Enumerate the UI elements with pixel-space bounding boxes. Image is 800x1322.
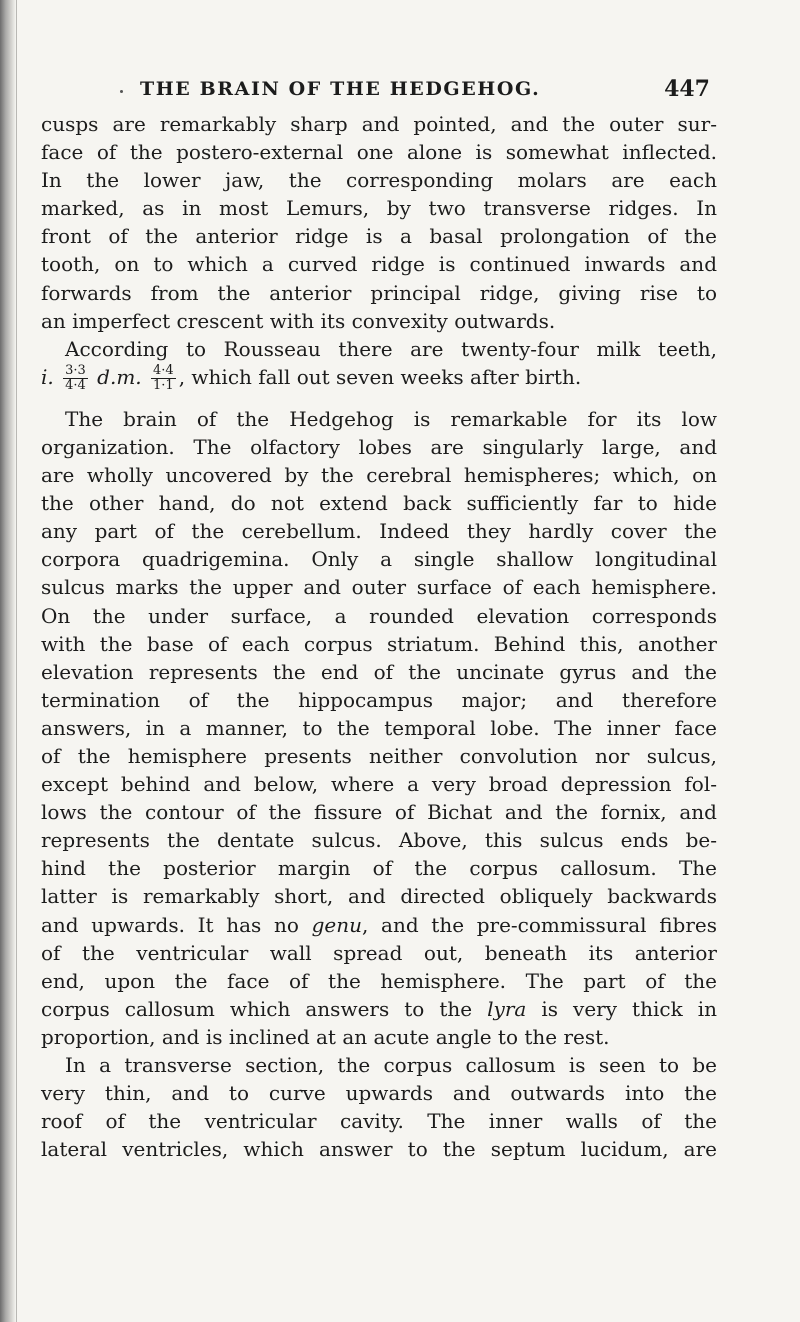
text-line: end, upon the face of the hemisphere. The part of the — [41, 968, 717, 993]
page-binding-edge — [0, 0, 16, 1322]
text-line: In the lower jaw, the corresponding molars are each — [41, 168, 717, 193]
text-line: On the under surface, a rounded elevation corresponds — [41, 603, 717, 628]
text-line: very thin, and to curve upwards and outwards into the — [41, 1081, 717, 1106]
formula-suffix: , which fall out seven weeks after birth. — [178, 364, 582, 389]
paragraph-transverse-section — [41, 1051, 717, 1163]
italic-term-lyra: lyra — [487, 996, 527, 1021]
text-line: elevation represents the end of the uncinate gyrus and the — [41, 659, 717, 684]
text-line: marked, as in most Lemurs, by two transverse ridges. In — [41, 196, 717, 221]
incisor-fraction — [63, 364, 88, 393]
text-line: with the base of each corpus striatum. Behind this, another — [41, 631, 717, 656]
fraction-denominator: 4·4 — [65, 377, 86, 393]
text-line: except behind and below, where a very broad depression fol- — [41, 772, 717, 797]
text-segment: , and the pre-commissural fibres — [362, 912, 718, 937]
italic-term-genu: genu — [311, 912, 362, 937]
text-line: an imperfect crescent with its convexity outwards. — [41, 308, 556, 333]
formula-dm-label: d.m. — [97, 364, 142, 389]
text-line: In a transverse section, the corpus callosum is seen to be — [65, 1053, 717, 1077]
text-line: of the ventricular wall spread out, beneath its anterior — [41, 940, 717, 965]
text-segment: is very thick in — [526, 996, 717, 1021]
text-line: The brain of the Hedgehog is remarkable for its low — [65, 406, 717, 431]
text-line: tooth, on to which a curved ridge is continued inwards and — [41, 252, 717, 277]
text-line: According to Rousseau there are twenty-four milk teeth, — [65, 336, 717, 361]
text-line: sulcus marks the upper and outer surface of each hemisphere. — [41, 575, 717, 600]
paragraph-molars — [41, 110, 717, 335]
text-line: lateral ventricles, which answer to the septum lucidum, are — [41, 1137, 717, 1162]
formula-prefix: i. — [41, 364, 54, 389]
fraction-numerator: 3·3 — [65, 362, 86, 378]
header-dot — [120, 90, 123, 93]
text-line: front of the anterior ridge is a basal prolongation of the — [41, 224, 717, 249]
text-line: forwards from the anterior principal ridge, giving rise to — [41, 280, 717, 305]
text-line: of the hemisphere presents neither convolution nor sulcus, — [41, 743, 717, 768]
paragraph-brain — [41, 405, 717, 1051]
text-line: any part of the cerebellum. Indeed they hardly cover the — [41, 519, 717, 544]
text-line: proportion, and is inclined at an acute angle to the rest. — [41, 1024, 610, 1049]
text-line: corpora quadrigemina. Only a single shallow longitudinal — [41, 547, 717, 572]
text-segment: and upwards. It has no — [41, 912, 312, 937]
text-line: latter is remarkably short, and directed obliquely backwards — [41, 884, 717, 909]
fraction-denominator: 1·1 — [153, 377, 174, 393]
text-line: roof of the ventricular cavity. The inner walls of the — [41, 1109, 717, 1134]
paragraph-milk-teeth — [41, 335, 717, 405]
page-number: 447 — [664, 76, 710, 102]
running-head — [140, 78, 710, 108]
text-line-genu — [41, 911, 717, 939]
dental-formula — [41, 363, 717, 405]
fraction-numerator: 4·4 — [153, 362, 174, 378]
body-text — [41, 110, 717, 1163]
text-line: hind the posterior margin of the corpus callosum. The — [41, 856, 717, 881]
text-segment: corpus callosum which answers to the — [41, 996, 488, 1021]
text-line: represents the dentate sulcus. Above, this sulcus ends be- — [41, 828, 717, 853]
milk-molar-fraction — [151, 364, 176, 393]
text-line: termination of the hippocampus major; and therefore — [41, 687, 717, 712]
text-line: lows the contour of the fissure of Bichat and the fornix, and — [41, 800, 717, 825]
text-line: are wholly uncovered by the cerebral hemispheres; which, on — [41, 463, 717, 488]
text-line: the other hand, do not extend back sufficiently far to hide — [41, 491, 717, 516]
running-title: THE BRAIN OF THE HEDGEHOG. — [140, 78, 541, 100]
page-binding-line — [16, 0, 17, 1322]
text-line-lyra — [41, 995, 717, 1023]
text-line: answers, in a manner, to the temporal lobe. The inner face — [41, 715, 717, 740]
text-line: cusps are remarkably sharp and pointed, and the outer sur- — [41, 112, 717, 136]
text-line: organization. The olfactory lobes are singularly large, and — [41, 434, 717, 459]
text-line: face of the postero-external one alone is somewhat inflected. — [41, 140, 717, 165]
